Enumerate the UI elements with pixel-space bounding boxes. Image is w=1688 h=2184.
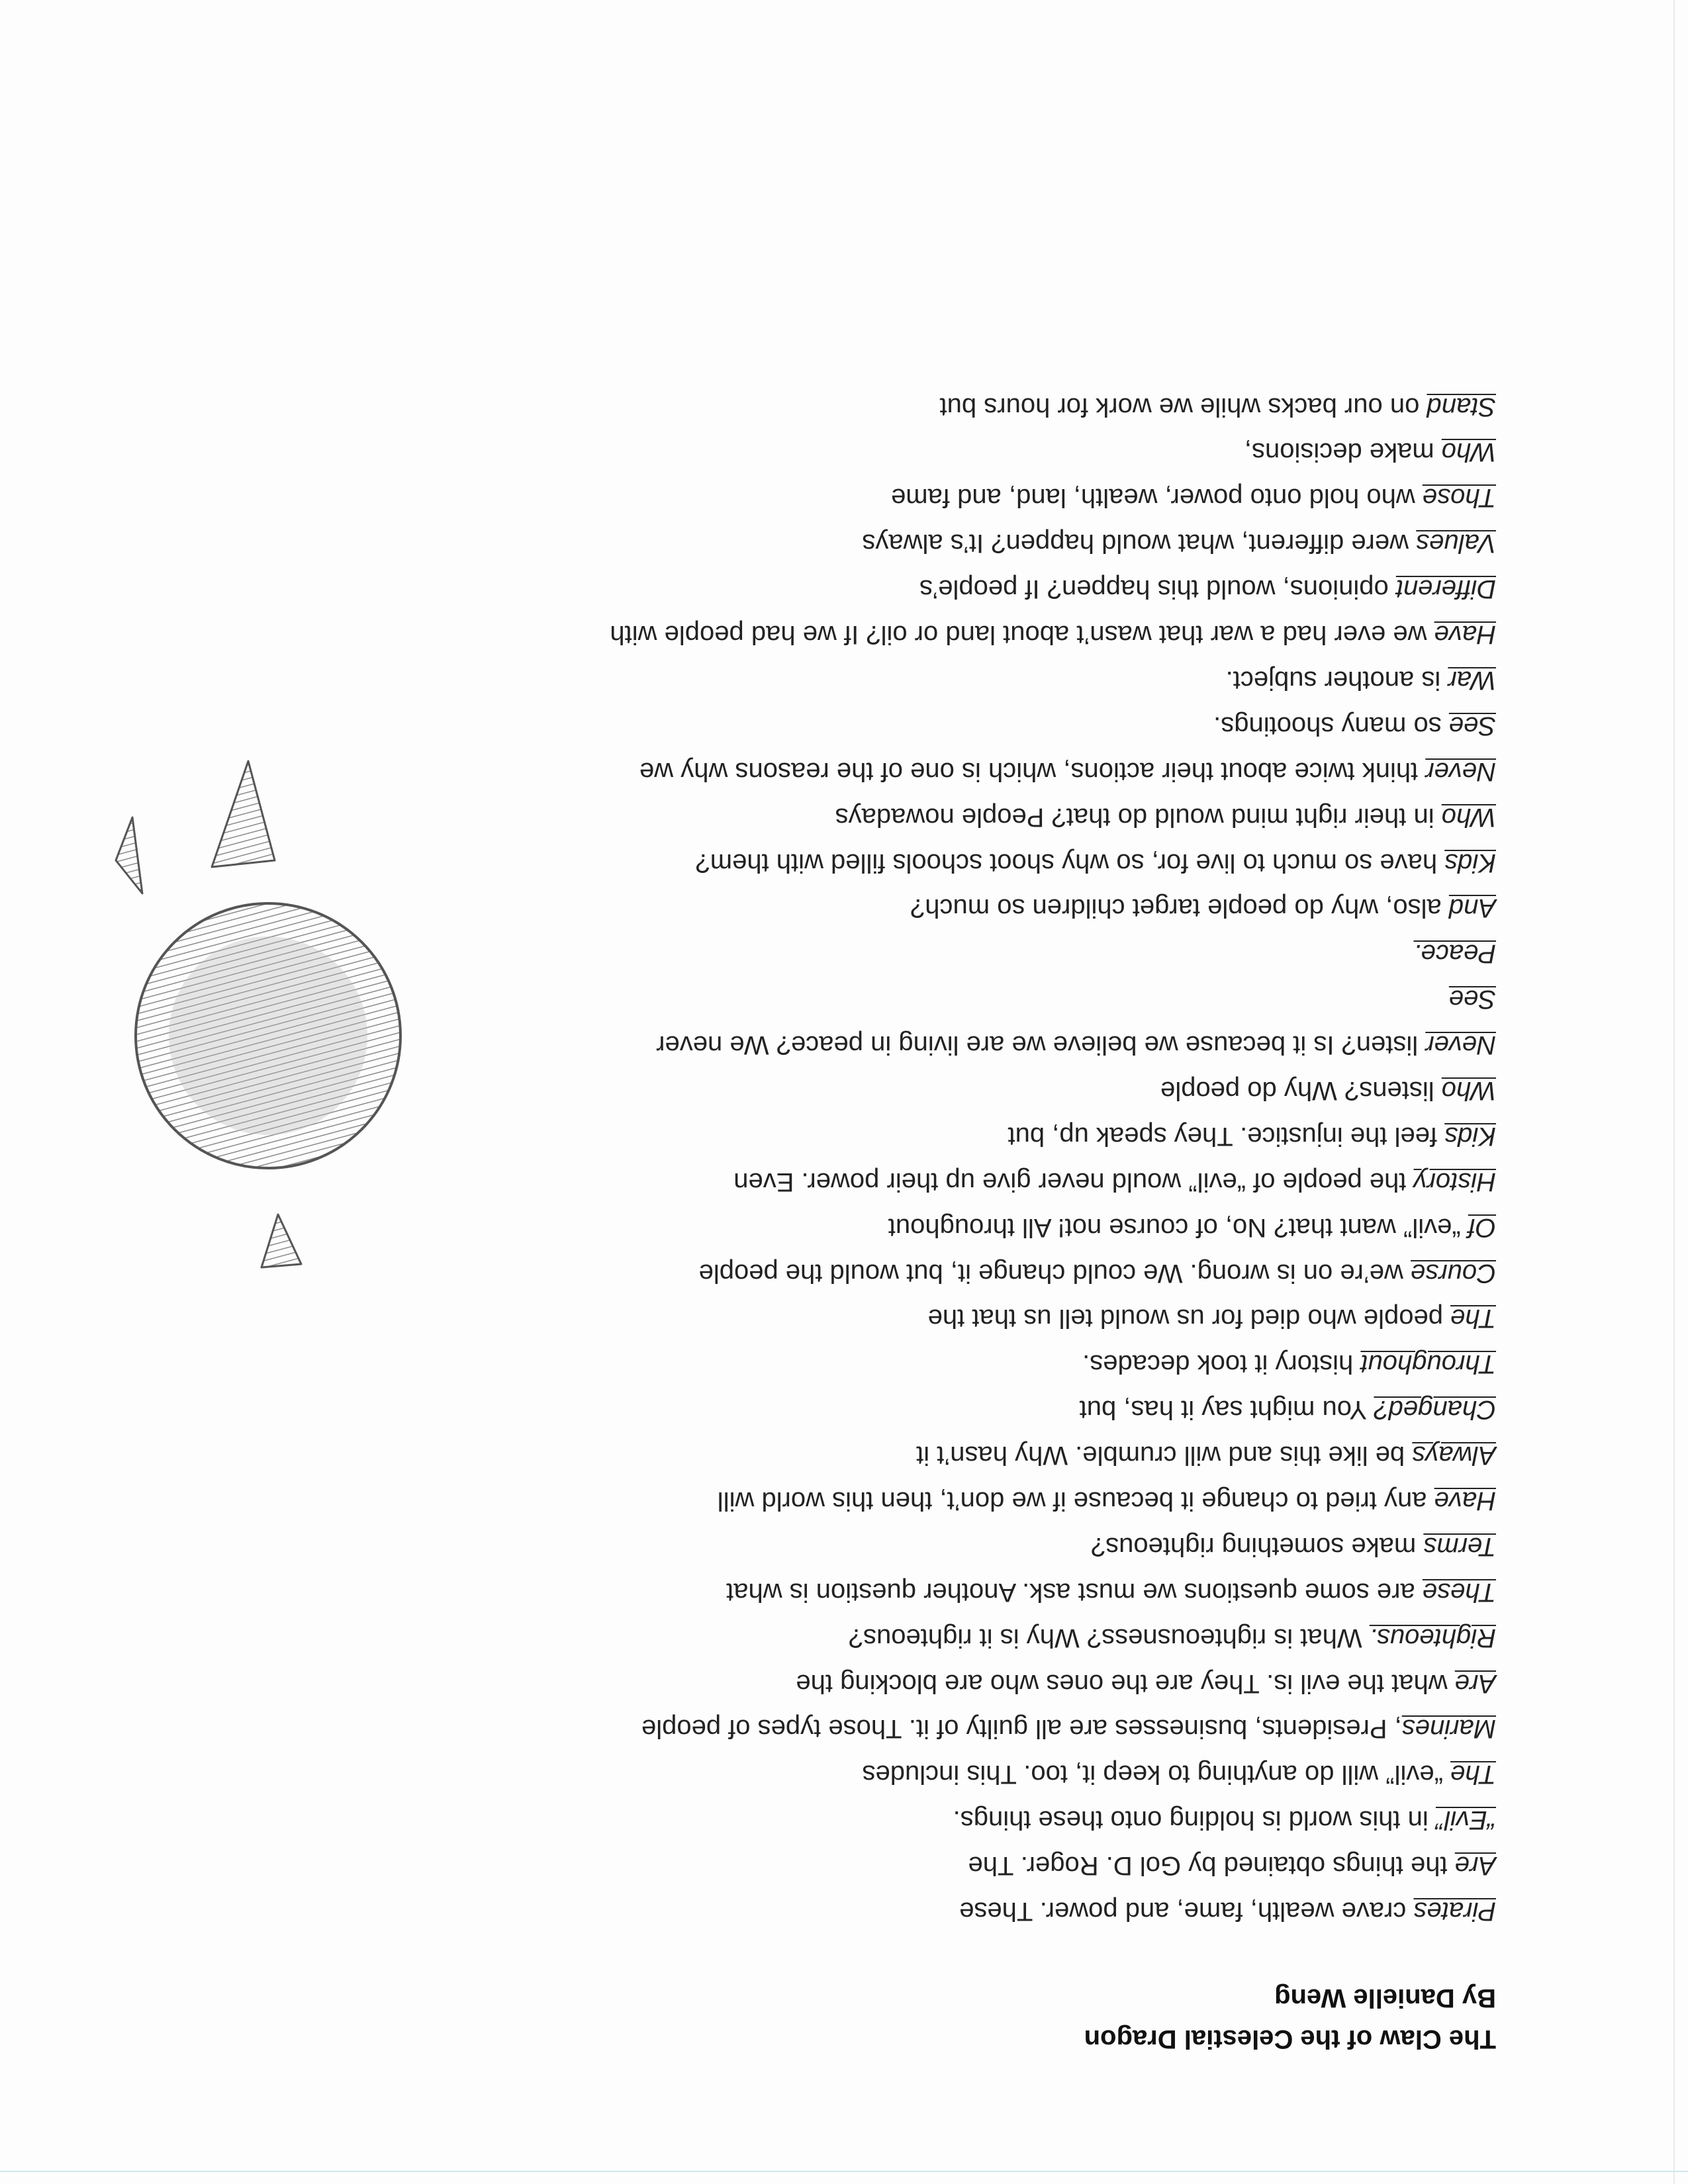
acrostic-lead-word: Righteous. [1369,1623,1496,1653]
line-text: history it took decades. [1082,1349,1361,1379]
poem-line [318,475,1496,521]
poem-line [318,1341,1496,1387]
line-text: think twice about their actions, which is one of the reasons why we [639,756,1426,786]
acrostic-lead-word: Never [1425,756,1496,786]
poem-line [318,384,1496,430]
acrostic-lead-word: Kids [1444,1121,1496,1151]
poem-line [318,886,1496,931]
line-text: in this world is holding onto these things. [953,1805,1436,1835]
poem-line [318,566,1496,612]
line-text: make decisions, [1244,437,1442,467]
acrostic-lead-word: The [1450,1760,1496,1790]
poem-line [318,1706,1496,1752]
acrostic-lead-word: See [1448,711,1496,741]
line-text: were different, what would happen? It’s always [862,529,1417,559]
acrostic-lead-word: Marines [1401,1714,1496,1744]
poem-line [318,1205,1496,1250]
acrostic-lead-word: Course [1411,1258,1496,1288]
acrostic-lead-word: Who [1441,437,1496,467]
line-text: also, why do people target children so much? [910,893,1449,923]
acrostic-lead-word: Who [1441,1075,1496,1105]
acrostic-lead-word: Never [1425,1030,1496,1060]
acrostic-lead-word: The [1450,1304,1496,1334]
acrostic-lead-word: Of [1468,1212,1496,1242]
line-text: so many shootings. [1213,711,1449,741]
acrostic-lead-word: Are [1454,1851,1496,1881]
sun-ray-top [261,1214,301,1267]
acrostic-lead-word: Who [1441,802,1496,832]
poem-line [318,1159,1496,1205]
line-text: have so much to live for, so why shoot schools filled with them? [695,848,1445,878]
poem-line [318,612,1496,657]
sun-circle-shade [169,936,367,1135]
line-text: feel the injustice. They speak up, but [1008,1121,1445,1151]
poem-line [318,1569,1496,1615]
line-text: is another subject. [1225,665,1448,695]
line-text: listen? Is it because we believe we are living in peace? We never [656,1030,1426,1060]
poem-line [318,703,1496,749]
line-text: any tried to change it because if we don’t, then this world will [717,1486,1434,1516]
line-text: be like this and will crumble. Why hasn’t it [916,1441,1413,1471]
acrostic-lead-word: Different [1395,574,1496,604]
poem-line [318,1797,1496,1843]
poem-line [318,1068,1496,1113]
line-text: listens? Why do people [1160,1075,1442,1105]
sun-ray-bottom [212,761,275,867]
acrostic-lead-word: See [1448,985,1496,1015]
line-text: opinions, would this happen? If people’s [919,574,1396,604]
line-text: we ever had a war that wasn’t about land or oil? If we had people with [610,620,1434,650]
poem-line [318,1387,1496,1432]
poem-line [318,1296,1496,1342]
acrostic-lead-word: Stand [1427,392,1496,422]
acrostic-lead-word: Have [1434,620,1496,650]
line-text: who hold onto power, wealth, land, and fame [891,483,1423,513]
acrostic-lead-word: Have [1434,1486,1496,1516]
poem-title: The Claw of the Celestial Dragon [1084,2025,1496,2054]
acrostic-lead-word: Kids [1444,848,1496,878]
sun-ray-right [116,817,142,893]
poem-line [318,1615,1496,1661]
line-text: What is righteousness? Why is it righteous? [848,1623,1370,1653]
acrostic-lead-word: Those [1422,483,1496,513]
poem-byline: By Danielle Weng [1274,1983,1496,2013]
line-text: people who died for us would tell us that the [927,1304,1451,1334]
line-text: the people of “evil” would never give up their power. Even [733,1167,1414,1197]
acrostic-lead-word: History [1413,1167,1496,1197]
line-text: on our backs while we work for hours but [939,392,1427,422]
line-text: “evil” will do anything to keep it, too. This includes [862,1760,1451,1790]
line-text: You might say it has, but [1079,1395,1374,1425]
sun-drawing [106,748,410,1291]
poem-line [318,1250,1496,1296]
acrostic-lead-word: Are [1454,1668,1496,1698]
poem-line [318,657,1496,703]
line-text: “evil” want that? No, of course not! All throughout [888,1212,1468,1242]
acrostic-lead-word: Terms [1423,1531,1496,1561]
poem-line [318,931,1496,976]
poem-line [318,1478,1496,1524]
poem-line [318,1751,1496,1797]
poem-line [318,1113,1496,1159]
line-text: the things obtained by Gol D. Roger. The [968,1851,1455,1881]
acrostic-lead-word: Throughout [1360,1349,1496,1379]
line-text: make something righteous? [1090,1531,1424,1561]
line-text: , Presidents, businesses are all guilty of it. Those types of people [641,1714,1402,1744]
poem-line [318,749,1496,794]
acrostic-lead-word: Values [1416,529,1496,559]
poem-line [318,1888,1496,1934]
poem-line [318,430,1496,475]
poem-body [318,384,1496,1934]
poem-line [318,1661,1496,1706]
poem-line [318,840,1496,886]
acrostic-lead-word: “Evil” [1435,1805,1496,1835]
line-text: in their right mind would do that? People nowadays [835,802,1442,832]
acrostic-lead-word: Always [1412,1441,1496,1471]
line-text: crave wealth, fame, and power. These [959,1897,1414,1926]
line-text: are some questions we must ask. Another question is what [726,1577,1423,1607]
acrostic-lead-word: And [1448,893,1496,923]
acrostic-lead-word: Pirates [1413,1897,1496,1926]
poem-line [318,1843,1496,1888]
line-text: we’re on is wrong. We could change it, but would the people [698,1258,1411,1288]
line-text: what the evil is. They are the ones who are blocking the [796,1668,1455,1698]
acrostic-lead-word: War [1448,665,1496,695]
poem-line [318,976,1496,1022]
acrostic-lead-word: Peace. [1413,939,1496,969]
poem-line [318,1432,1496,1478]
poem-line [318,520,1496,566]
poem-line [318,1022,1496,1068]
poem-line [318,794,1496,840]
acrostic-lead-word: These [1422,1577,1496,1607]
acrostic-lead-word: Changed? [1374,1395,1496,1425]
poem-line [318,1524,1496,1569]
